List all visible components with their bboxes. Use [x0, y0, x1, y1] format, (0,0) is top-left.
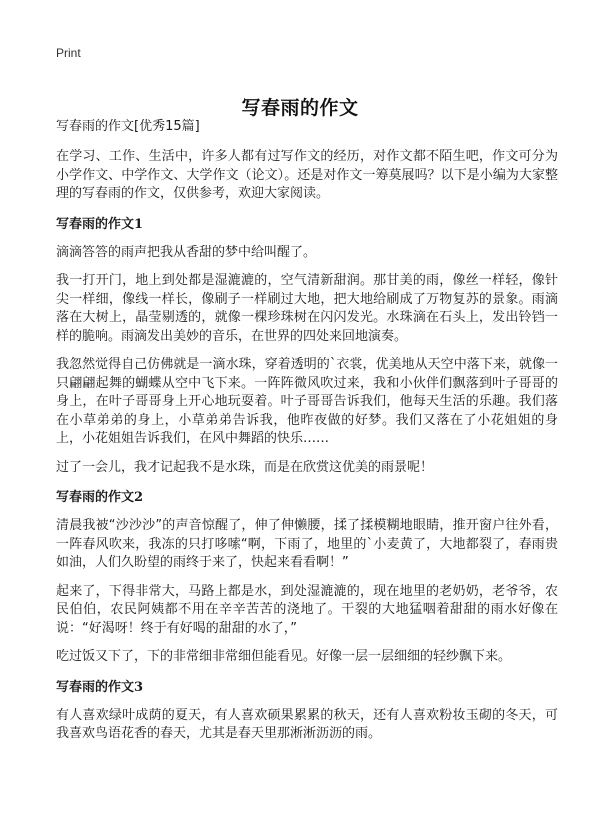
section-1-paragraph-4: 过了一会儿，我才记起我不是水珠，而是在欣赏这优美的雨景呢！ — [56, 459, 434, 475]
section-2-paragraph-1: 清晨我被“沙沙沙”的声音惊醒了，伸了伸懒腰，揉了揉模糊地眼睛，推开窗户往外看，一阵春风吹来，我冻的只打哆嗦“啊，下雨了，地里的`小麦黄了，大地都裂了，春雨贵如油，人们久盼望的雨终于来了，快起来看看啊！” — [56, 518, 558, 570]
section-heading-1: 写春雨的作文1 — [56, 216, 144, 232]
article-body — [56, 118, 558, 754]
page-title: 写春雨的作文 — [241, 96, 359, 119]
section-3-paragraph-1: 有人喜欢绿叶成荫的夏天，有人喜欢硕果累累的秋天，还有人喜欢粉妆玉砌的冬天，可我喜欢鸟语花香的春天，尤其是春天里那淅淅沥沥的雨。 — [56, 707, 558, 741]
section-2-paragraph-2: 起来了，下得非常大，马路上都是水，到处湿漉漉的，现在地里的老奶奶，老爷爷，农民伯伯，农民阿姨都不用在辛辛苦苦的浇地了。干裂的大地猛咽着甜甜的雨水好像在说：“好渴呀！终于有好喝的甜甜的水了，” — [56, 583, 558, 636]
section-1-paragraph-3: 我忽然觉得自己仿佛就是一滴水珠，穿着透明的`衣裳，优美地从天空中落下来，就像一只翩翩起舞的蝴蝶从空中飞下来。一阵阵微风吹过来，我和小伙伴们飘落到叶子哥哥的身上，在叶子哥哥身上开心地玩耍着。叶子哥哥告诉我们，他每天生活的乐趣。我们落在小草弟弟的身上，小草弟弟告诉我，他昨夜做的好梦。我们又落在了小花姐姐的身上，小花姐姐告诉我们，在风中舞蹈的快乐…… — [56, 357, 558, 446]
section-1-paragraph-1: 滴滴答答的雨声把我从香甜的梦中给叫醒了。 — [56, 244, 317, 260]
article-subtitle: 写春雨的作文[优秀15篇] — [56, 119, 200, 134]
intro-paragraph: 在学习、工作、生活中，许多人都有过写作文的经历，对作文都不陌生吧，作文可分为小学作文、中学作文、大学作文（论文）。还是对作文一筹莫展吗？以下是小编为大家整理的写春雨的作文，仅供参考，欢迎大家阅读。 — [56, 149, 558, 201]
section-heading-2: 写春雨的作文2 — [56, 490, 144, 505]
section-heading-3: 写春雨的作文3 — [56, 679, 144, 695]
print-link[interactable]: Print — [56, 46, 81, 60]
section-1-paragraph-2: 我一打开门，地上到处都是湿漉漉的，空气清新甜润。那甘美的雨，像丝一样轻，像针尖一样细，像线一样长，像刷子一样刷过大地，把大地给刷成了万物复苏的景象。雨滴落在大树上，晶莹剔透的，就像一棵珍珠树在闪闪发光。水珠滴在石头上，发出铃铛一样的脆响。雨滴发出美妙的音乐，在世界的四处来回地演奏。 — [56, 273, 558, 344]
section-2-paragraph-3: 吃过饭又下了，下的非常细非常细但能看见。好像一层一层细细的轻纱飘下来。 — [56, 649, 512, 664]
